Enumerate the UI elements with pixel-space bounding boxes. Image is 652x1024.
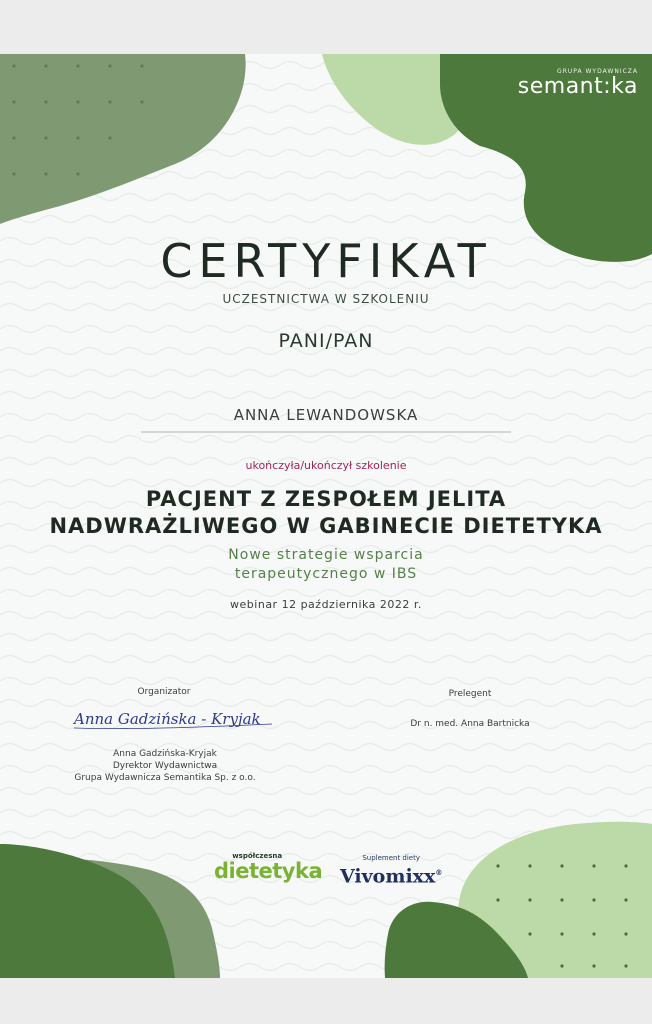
completed-text: ukończyła/ukończył szkolenie (245, 459, 407, 472)
dietetyka-logo (214, 852, 322, 882)
certificate-title: CERTYFIKAT (160, 234, 492, 288)
course-subtitle-line-1: Nowe strategie wsparcia (228, 547, 424, 563)
course-title (0, 486, 652, 540)
dietetyka-logo-small: współczesna (232, 852, 283, 860)
certificate-subtitle: UCZESTNICTWA W SZKOLENIU (222, 292, 430, 306)
organizer-details (60, 748, 270, 784)
organizer-company: Grupa Wydawnicza Semantika Sp. z o.o. (74, 773, 256, 783)
organizer-label: Organizator (137, 687, 191, 697)
registered-mark: ® (435, 868, 443, 877)
brand-group-label: GRUPA WYDAWNICZA (557, 68, 638, 75)
speaker-name: Dr n. med. Anna Bartnicka (410, 719, 530, 729)
course-subtitle (0, 546, 652, 584)
salutation: PANI/PAN (278, 330, 374, 352)
vivomixx-logo-small: Suplement diety (362, 854, 421, 862)
webinar-date: webinar 12 października 2022 r. (230, 598, 422, 611)
name-underline (141, 431, 511, 433)
course-subtitle-line-2: terapeutycznego w IBS (234, 566, 418, 582)
vivomixx-logo-text: Vivomixx (340, 865, 436, 888)
certificate-sheet (0, 54, 652, 978)
semantika-logo (518, 68, 638, 99)
speaker-label: Prelegent (448, 689, 492, 699)
organizer-role: Dyrektor Wydawnictwa (112, 761, 218, 771)
brand-name: semant:ka (517, 74, 638, 99)
dietetyka-logo-big: dietetyka (214, 859, 323, 883)
organizer-signature (72, 700, 282, 740)
vivomixx-logo (340, 854, 442, 887)
course-title-line-1: PACJENT Z ZESPOŁEM JELITA (145, 487, 507, 511)
course-title-line-2: NADWRAŻLIWEGO W GABINECIE DIETETYKA (49, 514, 603, 538)
signature-text: Anna Gadzińska - Kryjak (74, 710, 261, 728)
organizer-name: Anna Gadzińska-Kryjak (113, 749, 217, 759)
vivomixx-logo-big (340, 862, 442, 887)
participant-name: ANNA LEWANDOWSKA (233, 406, 419, 424)
